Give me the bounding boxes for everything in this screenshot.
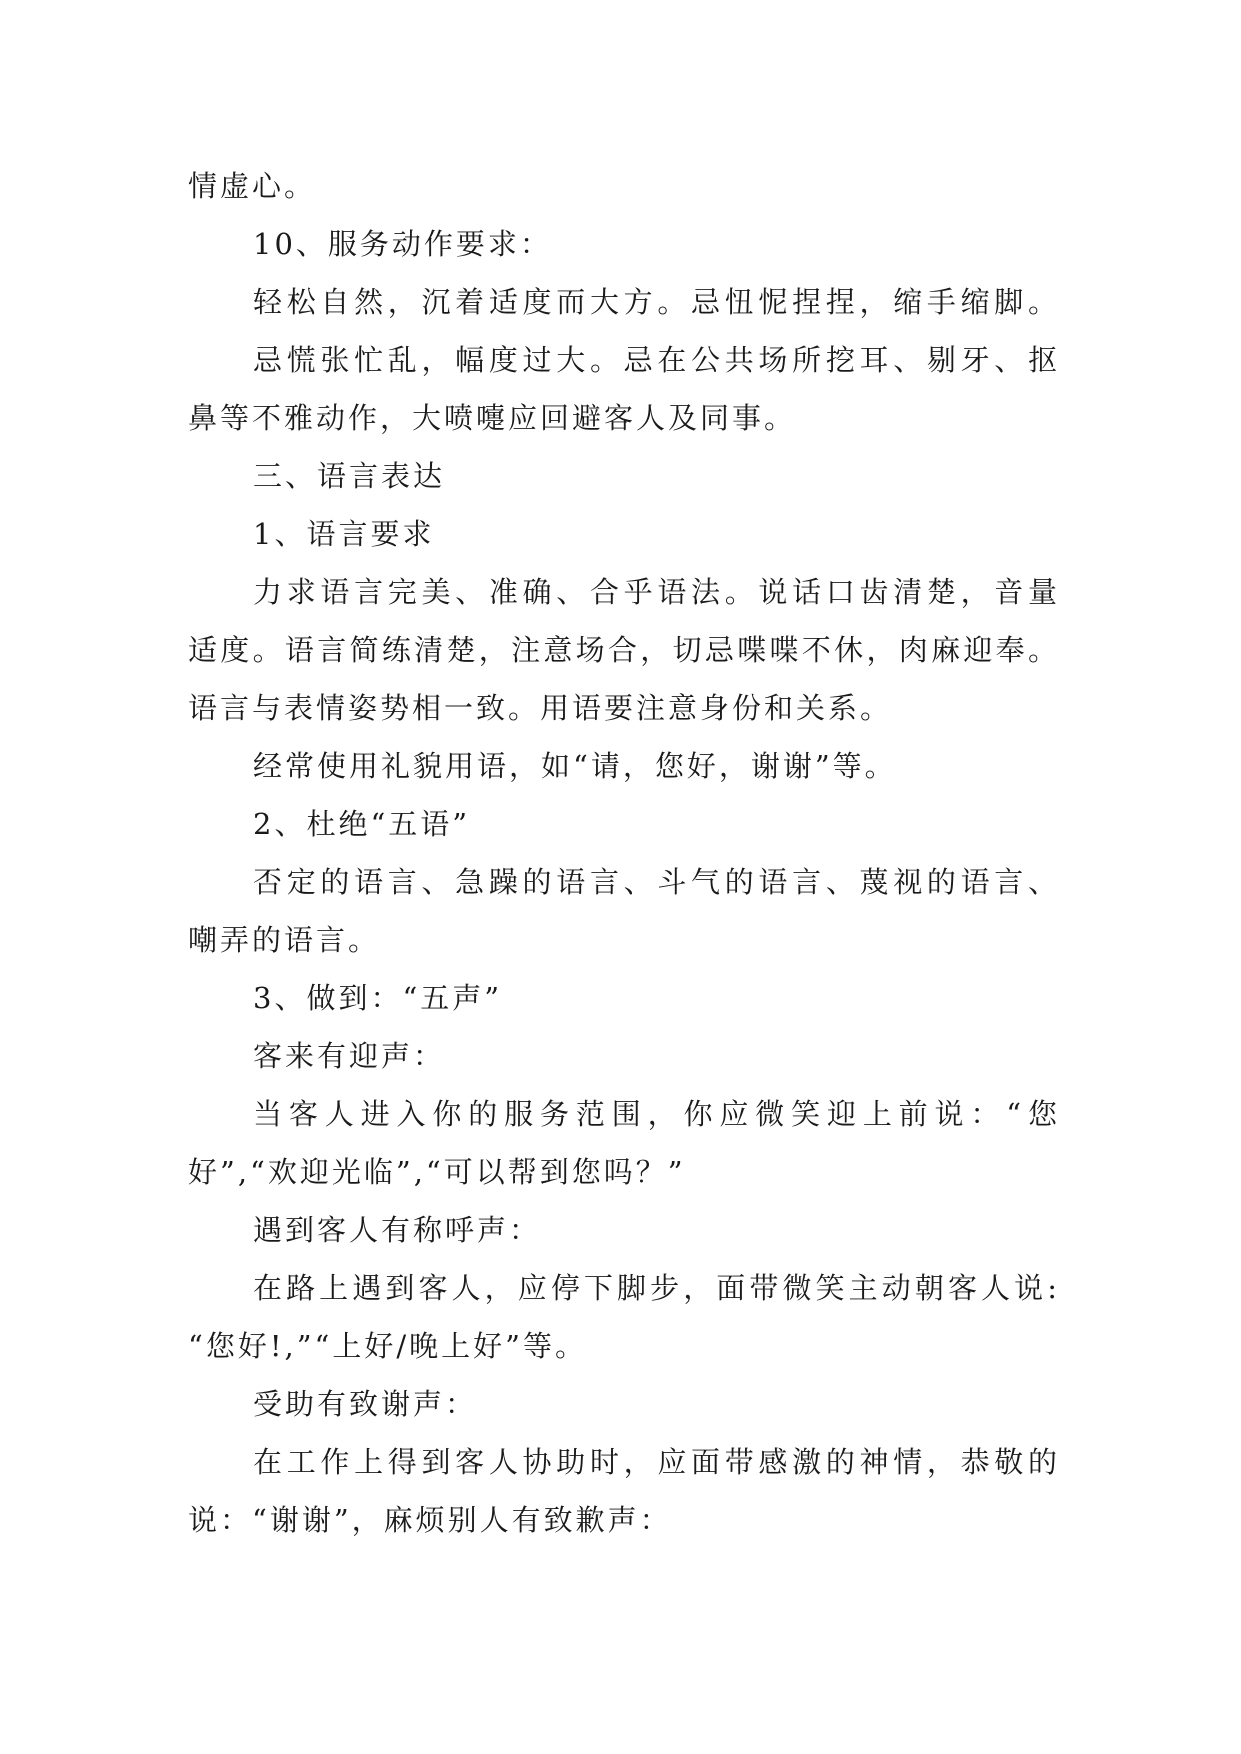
document-body: [188, 157, 1060, 1549]
subsection-heading: 客来有迎声：: [253, 1039, 446, 1073]
text-line: 在工作上得到客人协助时，应面带感激的神情，恭敬的: [253, 1445, 1060, 1479]
text-line: 经常使用礼貌用语，如“请，您好，谢谢”等。: [253, 749, 897, 783]
text-line: 在路上遇到客人，应停下脚步，面带微笑主动朝客人说:: [253, 1271, 1060, 1305]
section-heading: 1、语言要求: [253, 517, 435, 551]
subsection-heading: 受助有致谢声：: [253, 1387, 478, 1421]
text-line: 好”,“欢迎光临”,“可以帮到您吗？”: [188, 1155, 686, 1189]
section-heading: 10、服务动作要求：: [253, 227, 552, 261]
text-line: 语言与表情姿势相一致。用语要注意身份和关系。: [188, 691, 893, 725]
text-line: “您好!,”“上好/晚上好”等。: [188, 1329, 587, 1363]
text-line: 鼻等不雅动作，大喷嚏应回避客人及同事。: [188, 401, 797, 435]
section-heading: 2、杜绝“五语”: [253, 807, 471, 841]
text-line: 力求语言完美、准确、合乎语法。说话口齿清楚，音量: [253, 575, 1060, 609]
text-line: 情虚心。: [188, 169, 317, 203]
subsection-heading: 遇到客人有称呼声：: [253, 1213, 542, 1247]
text-line: 嘲弄的语言。: [188, 923, 381, 957]
section-heading: 三、语言表达: [253, 459, 446, 493]
text-line: 说：“谢谢”，麻烦别人有致歉声：: [188, 1503, 672, 1537]
text-line: 适度。语言简练清楚，注意场合，切忌喋喋不休，肉麻迎奉。: [188, 633, 1060, 667]
text-line: 轻松自然，沉着适度而大方。忌忸怩捏捏，缩手缩脚。: [253, 285, 1060, 319]
text-line: 忌慌张忙乱，幅度过大。忌在公共场所挖耳、剔牙、抠: [253, 343, 1060, 377]
text-line: 否定的语言、急躁的语言、斗气的语言、蔑视的语言、: [253, 865, 1060, 899]
section-heading: 3、做到：“五声”: [253, 981, 503, 1015]
text-line: 当客人进入你的服务范围，你应微笑迎上前说：“您: [253, 1097, 1060, 1131]
